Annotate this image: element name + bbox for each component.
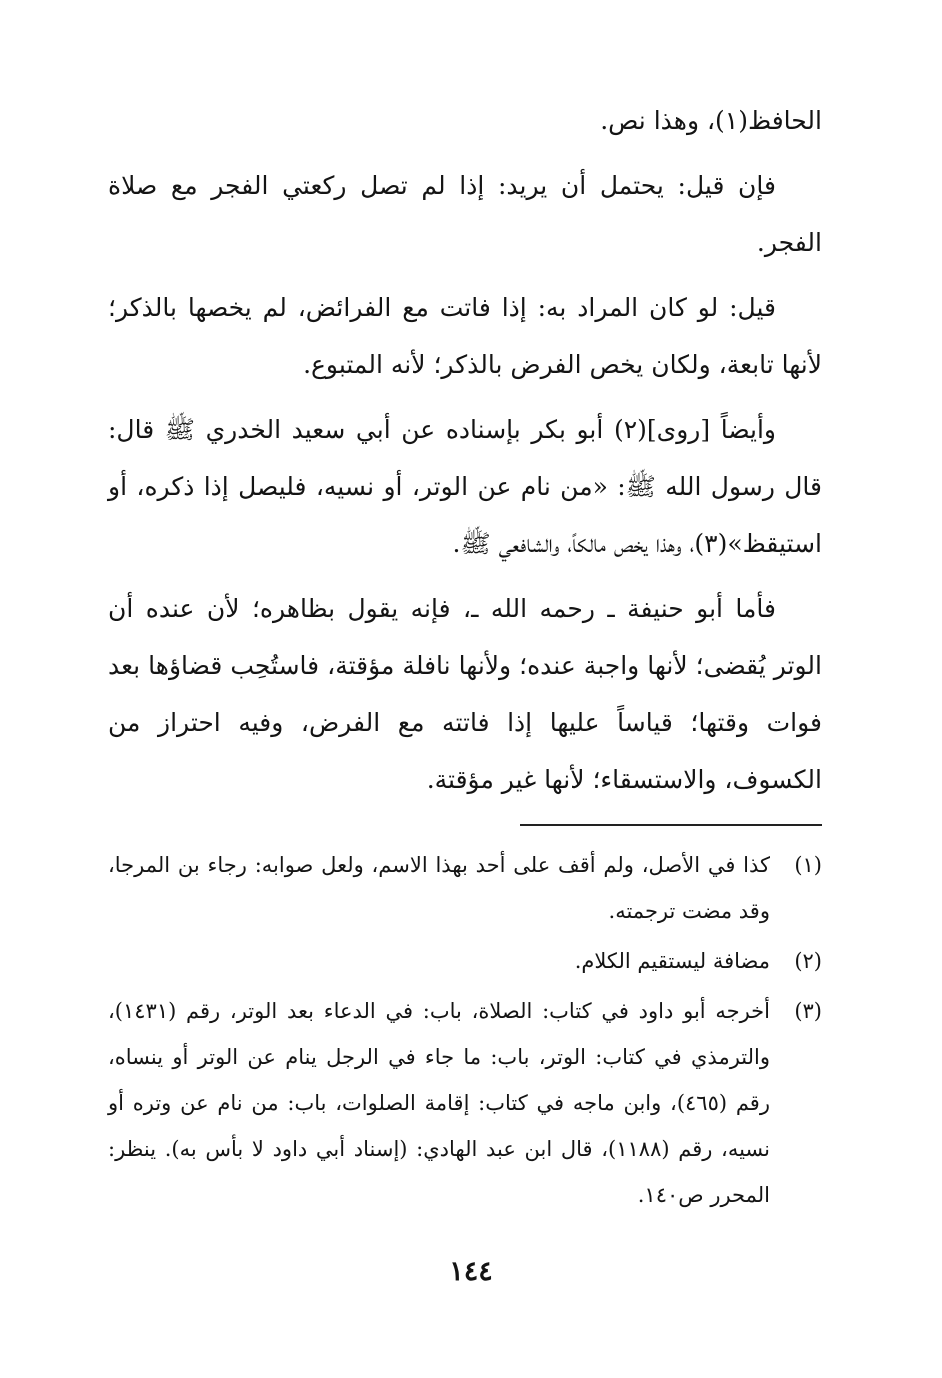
main-text	[108, 92, 822, 816]
footnote-1	[108, 842, 822, 934]
footnote-number: (٢)	[794, 949, 822, 973]
footnote-text: كذا في الأصل، ولم أقف على أحد بهذا الاسم، ولعل صوابه: رجاء بن المرجا، وقد مضت ترجمته.	[108, 853, 770, 923]
footnote-3	[108, 988, 822, 1218]
footnote-number: (١)	[794, 853, 822, 877]
footnote-text: مضافة ليستقيم الكلام.	[574, 949, 770, 973]
footnote-text: أخرجه أبو داود في كتاب: الصلاة، باب: في الدعاء بعد الوتر، رقم (١٤٣١)، والترمذي في كتاب: الوتر، باب: ما جاء في الرجل ينام عن الوتر أو ينساه، رقم (٤٦٥)، وابن ماجه في كتاب: إقامة الصلوات، باب: من نام عن وتره أو نسيه، رقم (١١٨٨)، قال ابن عبد الهادي: (إسناد أبي داود لا بأس به). ينظر: المحرر ص١٤٠.	[108, 999, 770, 1207]
footnote-2	[108, 938, 822, 984]
paragraph-2: فإن قيل: يحتمل أن يريد: إذا لم تصل ركعتي الفجر مع صلاة الفجر.	[108, 171, 822, 257]
paragraph-5: فأما أبو حنيفة ـ رحمه الله ـ، فإنه يقول بظاهره؛ لأن عنده أن الوتر يُقضى؛ لأنها واجبة عنده؛ ولأنها نافلة مؤقتة، فاستُحِب قضاؤها بعد فوات وقتها؛ قياساً عليها إذا فاتته مع الفرض، وفيه احتراز من الكسوف، والاستسقاء؛ لأنها غير مؤقتة.	[108, 594, 822, 794]
footnotes	[108, 842, 822, 1222]
paragraph-3: قيل: لو كان المراد به: إذا فاتت مع الفرائض، لم يخصها بالذكر؛ لأنها تابعة، ولكان يخص الفرض بالذكر؛ لأنه المتبوع.	[108, 293, 822, 379]
paragraph-4: وأيضاً [روى](٢) أبو بكر بإسناده عن أبي سعيد الخدري ﷺ قال: قال رسول الله ﷺ: «من نام عن الوتر، أو نسيه، فليصل إذا ذكره، أو استيقظ»(٣)، وهذا يخص مالكاً، والشافعي ﷺ.	[108, 415, 822, 558]
footnote-number: (٣)	[794, 999, 822, 1023]
footnote-divider	[520, 824, 822, 826]
page-number: ١٤٤	[449, 1256, 493, 1287]
paragraph-1: الحافظ(١)، وهذا نص.	[600, 106, 822, 135]
